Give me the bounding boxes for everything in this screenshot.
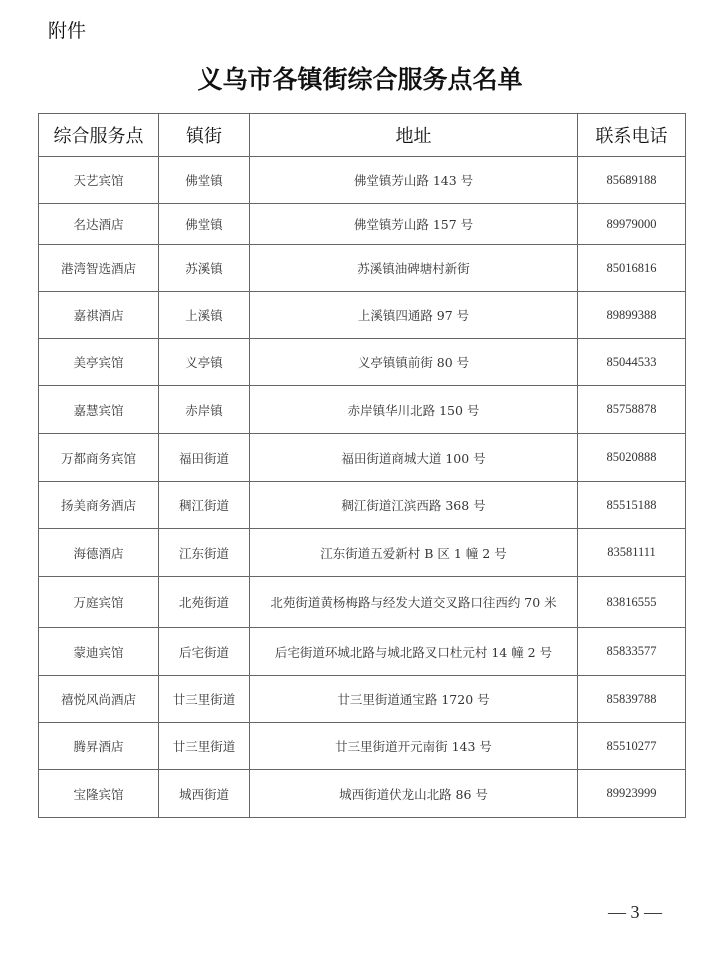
attachment-label: 附件 — [48, 20, 87, 42]
phone-cell: 85016816 — [578, 245, 686, 292]
phone-cell: 89899388 — [578, 292, 686, 339]
table-header-row — [39, 114, 686, 157]
header-town: 镇街 — [159, 114, 250, 157]
town-cell: 廿三里街道 — [159, 676, 250, 723]
town-cell: 北苑街道 — [159, 577, 250, 628]
town-cell: 稠江街道 — [159, 482, 250, 529]
town-cell: 佛堂镇 — [159, 204, 250, 245]
phone-cell: 83816555 — [578, 577, 686, 628]
phone-cell: 85510277 — [578, 723, 686, 770]
service-point-cell: 嘉慧宾馆 — [39, 386, 159, 434]
service-point-cell: 蒙迪宾馆 — [39, 628, 159, 676]
service-point-cell: 名达酒店 — [39, 204, 159, 245]
address-cell: 福田街道商城大道 100 号 — [250, 434, 578, 482]
table-row — [39, 628, 686, 676]
page-number: — 3 — — [608, 902, 662, 922]
table-row — [39, 434, 686, 482]
table-row — [39, 482, 686, 529]
service-point-cell: 天艺宾馆 — [39, 157, 159, 204]
service-point-cell: 禧悦风尚酒店 — [39, 676, 159, 723]
phone-cell: 85044533 — [578, 339, 686, 386]
town-cell: 廿三里街道 — [159, 723, 250, 770]
service-point-cell: 扬美商务酒店 — [39, 482, 159, 529]
town-cell: 上溪镇 — [159, 292, 250, 339]
address-cell: 城西街道伏龙山北路 86 号 — [250, 770, 578, 818]
table-row — [39, 204, 686, 245]
address-cell: 廿三里街道开元南街 143 号 — [250, 723, 578, 770]
address-cell: 廿三里街道通宝路 1720 号 — [250, 676, 578, 723]
table-row — [39, 577, 686, 628]
phone-cell: 85020888 — [578, 434, 686, 482]
service-point-cell: 港湾智选酒店 — [39, 245, 159, 292]
town-cell: 江东街道 — [159, 529, 250, 577]
town-cell: 城西街道 — [159, 770, 250, 818]
table-row — [39, 386, 686, 434]
phone-cell: 85515188 — [578, 482, 686, 529]
service-point-cell: 嘉祺酒店 — [39, 292, 159, 339]
phone-cell: 85839788 — [578, 676, 686, 723]
table-row — [39, 723, 686, 770]
table-row — [39, 770, 686, 818]
address-cell: 稠江街道江滨西路 368 号 — [250, 482, 578, 529]
table-row — [39, 676, 686, 723]
table-row — [39, 245, 686, 292]
service-point-cell: 宝隆宾馆 — [39, 770, 159, 818]
town-cell: 赤岸镇 — [159, 386, 250, 434]
table-row — [39, 292, 686, 339]
phone-cell: 89979000 — [578, 204, 686, 245]
address-cell: 赤岸镇华川北路 150 号 — [250, 386, 578, 434]
service-point-cell: 万都商务宾馆 — [39, 434, 159, 482]
address-cell: 佛堂镇芳山路 143 号 — [250, 157, 578, 204]
town-cell: 福田街道 — [159, 434, 250, 482]
table-body — [39, 157, 686, 818]
address-cell: 上溪镇四通路 97 号 — [250, 292, 578, 339]
phone-cell: 89923999 — [578, 770, 686, 818]
town-cell: 佛堂镇 — [159, 157, 250, 204]
phone-cell: 85689188 — [578, 157, 686, 204]
town-cell: 后宅街道 — [159, 628, 250, 676]
service-point-cell: 万庭宾馆 — [39, 577, 159, 628]
address-cell: 江东街道五爱新村 B 区 1 幢 2 号 — [250, 529, 578, 577]
page-title: 义乌市各镇街综合服务点名单 — [197, 65, 523, 94]
phone-cell: 85833577 — [578, 628, 686, 676]
service-point-cell: 美亭宾馆 — [39, 339, 159, 386]
header-phone: 联系电话 — [578, 114, 686, 157]
table-row — [39, 157, 686, 204]
service-point-cell: 腾昇酒店 — [39, 723, 159, 770]
town-cell: 义亭镇 — [159, 339, 250, 386]
table-row — [39, 529, 686, 577]
header-service-point: 综合服务点 — [39, 114, 159, 157]
phone-cell: 85758878 — [578, 386, 686, 434]
town-cell: 苏溪镇 — [159, 245, 250, 292]
address-cell: 义亭镇镇前街 80 号 — [250, 339, 578, 386]
phone-cell: 83581111 — [578, 529, 686, 577]
table-row — [39, 339, 686, 386]
service-point-table — [38, 113, 686, 818]
header-address: 地址 — [250, 114, 578, 157]
service-point-cell: 海德酒店 — [39, 529, 159, 577]
address-cell: 北苑街道黄杨梅路与经发大道交叉路口往西约 70 米 — [250, 577, 578, 628]
address-cell: 佛堂镇芳山路 157 号 — [250, 204, 578, 245]
address-cell: 苏溪镇油碑塘村新街 — [250, 245, 578, 292]
address-cell: 后宅街道环城北路与城北路叉口杜元村 14 幢 2 号 — [250, 628, 578, 676]
